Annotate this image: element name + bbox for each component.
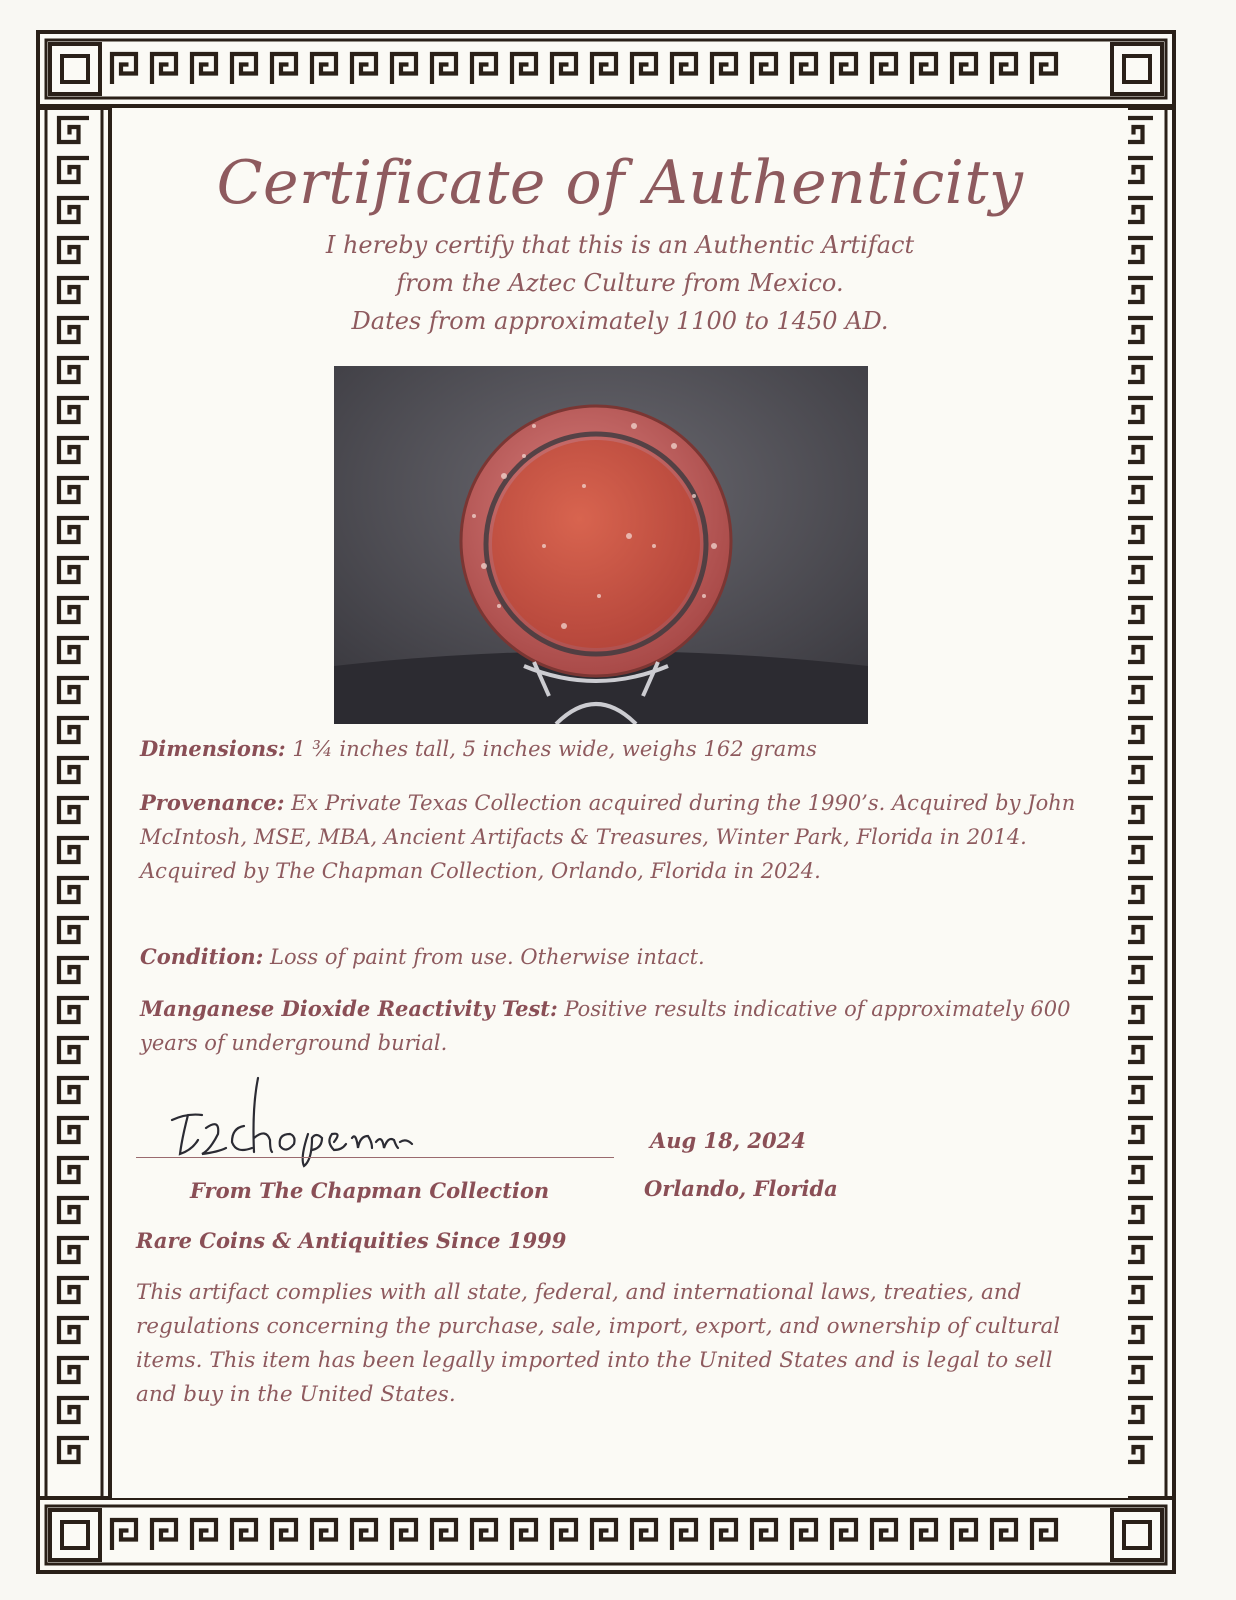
intro-line: Dates from approximately 1100 to 1450 AD. (351, 307, 889, 335)
location: Orlando, Florida (644, 1176, 838, 1201)
provenance-field (140, 786, 1100, 888)
reactivity-test-value: Positive results indicative of approximately 600 years of underground burial. (140, 997, 1071, 1055)
tagline: Rare Coins & Antiquities Since 1999 (136, 1228, 567, 1253)
condition-field (140, 940, 1100, 974)
signature-line (136, 1157, 614, 1158)
certification-statement (112, 226, 1128, 340)
reactivity-test-label: Manganese Dioxide Reactivity Test: (140, 996, 558, 1021)
reactivity-test-field (140, 992, 1100, 1060)
intro-line: from the Aztec Culture from Mexico. (396, 269, 844, 297)
intro-line: I hereby certify that this is an Authentic Artifact (325, 231, 915, 259)
greek-key-border-top (36, 30, 1176, 108)
certificate-title: Certificate of Authenticity (216, 148, 1024, 218)
artifact-photo (334, 366, 868, 724)
greek-key-border-left (36, 108, 112, 1498)
dimensions-value: 1 ¾ inches tall, 5 inches wide, weighs 162 grams (285, 737, 817, 761)
condition-label: Condition: (140, 944, 264, 969)
certificate-content (112, 108, 1128, 1498)
condition-value: Loss of paint from use. Otherwise intact. (263, 945, 705, 969)
greek-key-border-bottom (36, 1496, 1176, 1574)
signature-caption: From The Chapman Collection (190, 1178, 550, 1203)
provenance-label: Provenance: (140, 790, 285, 815)
bowl-illustration (461, 406, 731, 676)
date: Aug 18, 2024 (650, 1128, 806, 1153)
dimensions-label: Dimensions: (140, 736, 286, 761)
signature (162, 1068, 422, 1168)
provenance-value: Ex Private Texas Collection acquired during the 1990’s. Acquired by John McIntosh, MSE, MBA, Ancient Artifacts & Treasures, Winter Park, Florida in 2014. Acquired by The Chapman Collection, Orlando, Florida in 2024. (140, 791, 1076, 883)
dimensions-field (140, 732, 1100, 766)
legal-notice: This artifact complies with all state, federal, and international laws, treaties, and regulations concerning the purchase, sale, import, export, and ownership of cultural items. This item has been legally imported into the United States and is legal to sell and buy in the United States. (136, 1280, 1061, 1407)
